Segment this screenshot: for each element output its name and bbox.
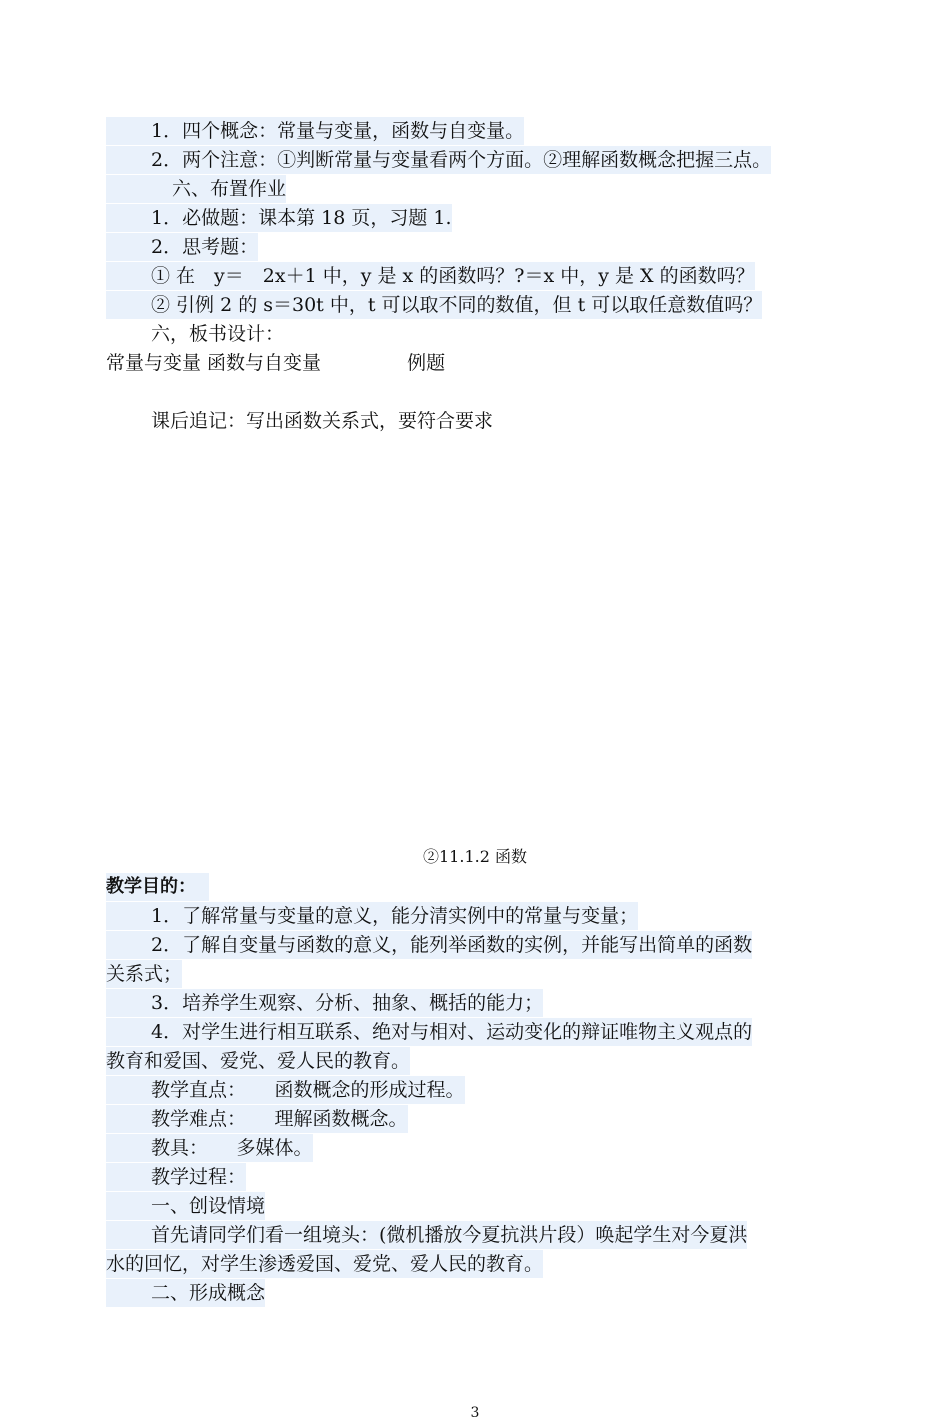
step-1-text-cont: 水的回忆，对学生渗透爱国、爱党、爱人民的教育。	[106, 1250, 543, 1278]
teaching-aids: 教具： 多媒体。	[106, 1134, 313, 1162]
board-design-content	[106, 349, 445, 377]
summary-line-2: 2．两个注意：①判断常量与变量看两个方面。②理解函数概念把握三点。	[106, 146, 771, 174]
step-1-heading: 一、创设情境	[106, 1192, 265, 1220]
summary-line-1: 1．四个概念：常量与变量，函数与自变量。	[106, 117, 524, 145]
objective-3: 3．培养学生观察、分析、抽象、概括的能力；	[106, 989, 543, 1017]
objective-2: 2．了解自变量与函数的意义，能列举函数的实例，并能写出简单的函数	[106, 931, 752, 959]
step-1-text: 首先请同学们看一组境头：(微机播放今夏抗洪片段）唤起学生对今夏洪	[106, 1221, 747, 1249]
homework-required: 1．必做题：课本第 18 页，习题 1.	[106, 204, 452, 232]
thinking-question-2: ② 引例 2 的 s＝30t 中，t 可以取不同的数值，但 t 可以取任意数值吗？	[106, 291, 762, 319]
thinking-question-1: ① 在 y＝ 2x＋1 中，y 是 x 的函数吗？?＝x 中，y 是 X 的函数吗？	[106, 262, 755, 290]
key-point: 教学直点： 函数概念的形成过程。	[106, 1076, 465, 1104]
page-number: 3	[470, 1405, 480, 1421]
board-left: 常量与变量 函数与自变量	[106, 352, 322, 374]
step-2-heading: 二、形成概念	[106, 1279, 265, 1307]
homework-heading: 六、布置作业	[106, 175, 286, 203]
objective-2-cont: 关系式；	[106, 960, 182, 988]
board-design-heading: 六，板书设计：	[151, 323, 285, 345]
section-title: ②11.1.2 函数	[423, 847, 527, 866]
board-right: 例题	[407, 352, 446, 374]
objectives-heading: 教学目的：	[106, 873, 209, 901]
objective-1: 1．了解常量与变量的意义，能分清实例中的常量与变量；	[106, 902, 638, 930]
objective-4: 4．对学生进行相互联系、绝对与相对、运动变化的辩证唯物主义观点的	[106, 1018, 752, 1046]
objective-4-cont: 教育和爱国、爱党、爱人民的教育。	[106, 1047, 410, 1075]
after-class-note: 课后追记：写出函数关系式，要符合要求	[151, 410, 494, 432]
homework-thinking: 2．思考题：	[106, 233, 258, 261]
process-heading: 教学过程：	[106, 1163, 246, 1191]
difficult-point: 教学难点： 理解函数概念。	[106, 1105, 408, 1133]
